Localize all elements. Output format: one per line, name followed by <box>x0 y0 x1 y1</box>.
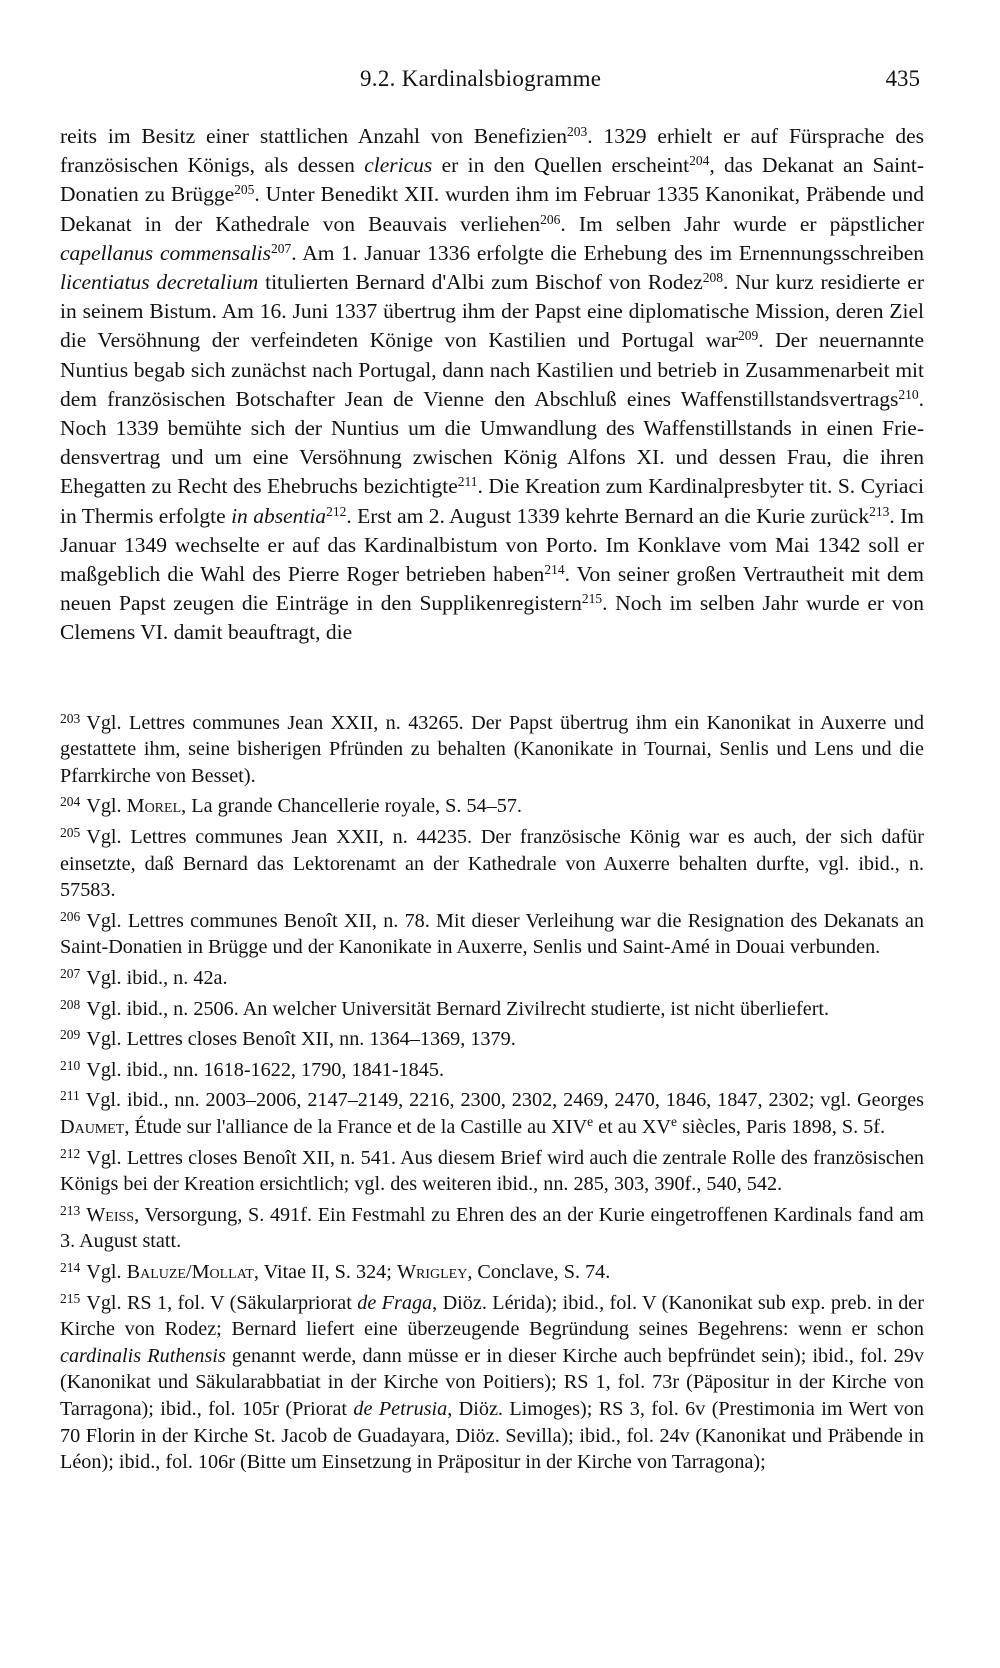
text-run: Vgl. <box>86 795 127 818</box>
footnote <box>60 992 924 1023</box>
footnote-reference: 203 <box>567 124 588 139</box>
footnote <box>60 1083 924 1140</box>
footnote-number: 208 <box>60 996 81 1012</box>
footnote <box>60 820 924 904</box>
footnote <box>60 1198 924 1255</box>
footnote-reference: 210 <box>898 386 919 402</box>
text-run: , Étude sur l'alliance de la France et de la Castille au XIV <box>124 1115 588 1138</box>
footnote-reference: 206 <box>540 211 561 227</box>
text-run: Vgl. <box>86 1260 127 1283</box>
footnote-number: 214 <box>60 1259 81 1275</box>
footnote-number: 213 <box>60 1202 81 1218</box>
footnote-number: 203 <box>60 710 81 726</box>
text-run: siècles, Paris 1898, S. 5f. <box>677 1115 886 1138</box>
footnote <box>60 789 924 820</box>
footnote <box>60 1053 924 1084</box>
footnotes-section <box>60 706 924 1476</box>
main-text <box>60 122 924 648</box>
footnote-reference: 211 <box>457 474 478 490</box>
italic-text: de Petrusia <box>353 1397 448 1420</box>
footnote-number: 215 <box>60 1290 81 1306</box>
text-run: et au XV <box>593 1115 672 1138</box>
italic-text: capellanus commensalis <box>60 240 272 265</box>
text-run: Vgl. Lettres closes Benoît XII, nn. 1364–1369, 1379. <box>86 1028 516 1051</box>
footnote-reference: 207 <box>271 240 292 256</box>
footnote-number: 210 <box>60 1057 81 1073</box>
text-run: . Im selben Jahr wurde er päpstlicher <box>560 211 925 236</box>
footnote-reference: 215 <box>581 591 603 607</box>
italic-text: cardinalis Ruthensis <box>60 1344 226 1367</box>
text-run: , Vitae II, S. 324; <box>253 1260 397 1283</box>
text-run: . 1329 erhielt er auf Fürsprache des französischen Königs, als dessen <box>60 124 924 178</box>
text-run: reits im Besitz einer stattlichen Anzahl von Benefizien <box>60 124 567 148</box>
italic-text: de Fraga <box>357 1291 433 1314</box>
text-run: . Der neuernannte Nuntius begab sich zunächst nach Portugal, dann nach Kastilien und betrieb in Zusammenarbeit mit dem französischen Botschafter Jean de Vienne den Abschluß eines Waffenstillstandsvertrags <box>60 328 924 411</box>
author-name: Daumet <box>60 1115 125 1138</box>
text-run: Vgl. ibid., n. 2506. An welcher Universität Bernard Zivilrecht studierte, ist nicht überliefert. <box>86 997 830 1020</box>
text-run: . Noch im selben Jahr wurde er von Clemens VI. damit beauftragt, die <box>60 591 924 645</box>
text-run: Vgl. ibid., nn. 2003–2006, 2147–2149, 2216, 2300, 2302, 2469, 2470, 1846, 1847, 2302; vgl. Georges <box>85 1089 924 1112</box>
italic-text: clericus <box>364 153 433 178</box>
author-name: Morel <box>126 795 182 818</box>
text-run: Vgl. Lettres closes Benoît XII, n. 541. Aus diesem Brief wird auch die zentrale Rolle des französischen Königs bei der Kreation ersichtlich; vgl. des weiteren ibid., nn. 285, 303, 390f., 540, 542. <box>60 1146 924 1196</box>
author-name: Baluze/Mollat <box>126 1260 254 1283</box>
text-run: , Conclave, S. 74. <box>467 1260 611 1283</box>
footnote-reference: 204 <box>689 153 710 169</box>
text-run: . Am 1. Januar 1336 erfolgte die Erhebung des im Ernennungsschreiben <box>291 240 924 265</box>
text-run: Vgl. ibid., nn. 1618-1622, 1790, 1841-1845. <box>86 1058 445 1081</box>
running-header <box>60 66 924 106</box>
italic-text: licentiatus decretalium <box>60 270 259 295</box>
body-paragraph <box>60 122 924 648</box>
book-page <box>60 66 924 1476</box>
text-run: er in den Quellen erscheint <box>432 153 690 178</box>
footnote-number: 209 <box>60 1027 81 1043</box>
author-name: Weiss <box>86 1203 135 1226</box>
text-run: Vgl. Lettres communes Jean XXII, n. 43265. Der Papst übertrug ihm ein Kanonikat in Auxerre und gestattete ihm, seine bisherigen Pfründen zu behalten (Kanonikate in Tournai, Senlis und Lens und die Pfarrkirche von Besset). <box>60 711 924 787</box>
text-run: , La grande Chancellerie royale, S. 54–57. <box>181 795 522 818</box>
page-number: 435 <box>885 66 920 91</box>
text-run: , das Dekanat an Saint-Donatien zu Brügge <box>60 153 924 207</box>
footnote-reference: 213 <box>869 503 890 519</box>
text-run: Vgl. ibid., n. 42a. <box>86 967 228 989</box>
footnote-reference: e <box>587 1113 594 1129</box>
text-run: . Unter Benedikt XII. wurden ihm im Februar 1335 Kanonikat, Präbende und Dekanat in der Kathedrale von Beauvais verliehen <box>60 182 924 236</box>
text-run: . Die Kreation zum Kardinalpresbyter tit. S. Cyriaci in Thermis erfolgte <box>60 474 924 528</box>
text-run: . Von seiner großen Vertrautheit mit dem neuen Papst zeugen die Einträge in den Supplikenregistern <box>60 562 924 616</box>
footnote <box>60 1286 924 1476</box>
text-run: , Diöz. Lérida); ibid., fol. V (Kanonikat sub exp. preb. in der Kirche von Rodez; Bernard liefert eine überzeugende Begründung seines Begehrens: wenn er schon <box>60 1291 924 1341</box>
footnote <box>60 1022 924 1053</box>
footnote <box>60 961 924 992</box>
footnote-number: 211 <box>60 1088 80 1104</box>
text-run: . Erst am 2. August 1339 kehrte Bernard an die Kurie zurück <box>346 503 870 528</box>
text-run: , Diöz. Limoges); RS 3, fol. 6v (Prestimonia im Wert von 70 Florin in der Kirche St. Jacob de Guadayara, Diöz. Sevilla); ibid., fol. 24v (Kanonikat und Präbende in Léon); ibid., fol. 106r (Bitte um Einsetzung in Präpositur in der Kirche von Tarragona); <box>60 1397 924 1474</box>
footnote-number: 205 <box>60 825 81 841</box>
text-run: Vgl. RS 1, fol. V (Säkularpriorat <box>86 1291 358 1314</box>
text-run: , Versorgung, S. 491f. Ein Festmahl zu Ehren des an der Kurie eingetroffenen Kardinals fand am 3. August statt. <box>60 1203 924 1253</box>
text-run: . Noch 1339 bemühte sich der Nuntius um die Umwandlung des Waffenstillstands in einen Friedensvertrag und um eine Versöhnung zwischen König Alfons XI. und dessen Frau, die ihren Ehegatten zu Recht des Ehebruchs bezichtigte <box>60 386 924 499</box>
footnote <box>60 1141 924 1198</box>
footnote-reference: 209 <box>737 328 759 344</box>
footnote-number: 206 <box>60 908 81 924</box>
text-run: genannt werde, dann müsse er in dieser Kirche auch bepfründet sein); ibid., fol. 29v (Kanonikat und Säkularabbatiat in der Kirche von Poitiers); RS 1, fol. 73r (Päpositur in der Kirche von Tarragona); ibid., fol. 105r (Priorat <box>60 1344 924 1420</box>
italic-text: in absentia <box>231 503 327 528</box>
footnote <box>60 904 924 961</box>
footnote-number: 207 <box>60 966 81 981</box>
author-name: Wrigley <box>396 1260 468 1283</box>
text-run: . Nur kurz residierte er in seinem Bistum. Am 16. Juni 1337 übertrug ihm der Papst eine diplomatische Mission, deren Ziel die Versöhnung der verfeindeten Könige von Kastilien und Portugal war <box>60 270 924 353</box>
footnote-reference: 205 <box>234 182 255 198</box>
footnote-number: 212 <box>60 1145 81 1161</box>
footnote-reference: 212 <box>326 503 347 519</box>
text-run: . Im Januar 1349 wechselte er auf das Kardinalbistum von Porto. Im Konklave vom Mai 1342 soll er maßgeblich die Wahl des Pierre Roger betrieben haben <box>60 503 924 587</box>
chapter-title: 9.2. Kardinalsbiogramme <box>360 66 602 91</box>
footnote-reference: e <box>671 1113 678 1129</box>
text-run: titulierten Bernard d'Albi zum Bischof von Rodez <box>258 270 703 295</box>
footnote-reference: 208 <box>702 270 724 286</box>
footnote <box>60 1255 924 1286</box>
text-run: Vgl. Lettres communes Jean XXII, n. 44235. Der französische König war es auch, der sich dafür einsetzte, daß Bernard das Lektorenamt an der Kathedrale von Auxerre behalten durfte, vgl. ibid., n. 57583. <box>60 826 924 902</box>
footnote <box>60 706 924 790</box>
footnote-reference: 214 <box>544 562 565 578</box>
text-run: Vgl. Lettres communes Benoît XII, n. 78. Mit dieser Verleihung war die Resignation des Dekanats an Saint-Donatien in Brügge und der Kanonikate in Auxerre, Senlis und Saint-Amé in Douai verbunden. <box>60 909 924 959</box>
footnote-number: 204 <box>60 794 81 810</box>
